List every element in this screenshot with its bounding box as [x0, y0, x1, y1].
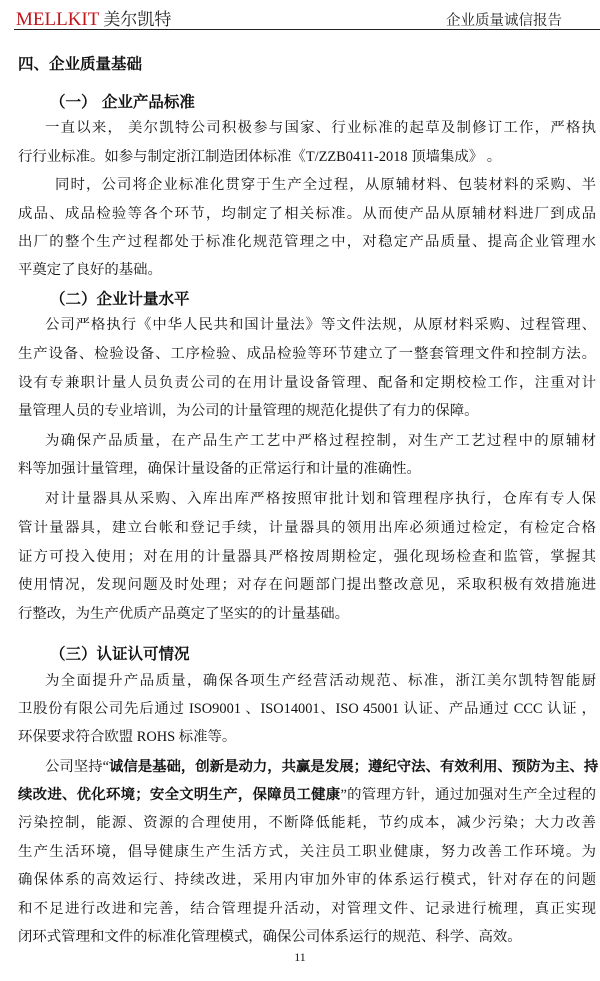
- paragraph-line: [18, 344, 596, 364]
- subsection-title: （二）企业计量水平: [50, 290, 190, 308]
- paragraph-line: [18, 842, 596, 862]
- paragraph-line: [18, 147, 596, 167]
- text: 卫股份有限公司先后通过 ISO9001 、ISO14001、ISO 45001 认证、产品通过 CCC 认证 ，: [18, 701, 596, 717]
- text: 对计量器具从采购、入库出库严格按照审批计划和管理程序执行，仓库有专人保: [45, 491, 596, 507]
- text: 公司坚持“: [45, 759, 109, 775]
- text: 为确保产品质量，在产品生产工艺中严格过程控制，对生产工艺过程中的原辅材: [45, 433, 596, 449]
- brand-name-cn: 美尔凯特: [103, 10, 172, 29]
- paragraph-line: [18, 699, 596, 719]
- paragraph-line: [55, 175, 596, 195]
- bold-text: 续改进、优化环境；安全文明生产，保障员工健康: [18, 787, 341, 803]
- text: 环保要求符合欧盟 ROHS 标准等。: [18, 729, 237, 745]
- bold-text: 诚信是基础，创新是动力，共赢是发展；遵纪守法、有效利用、预防为主、持: [108, 759, 599, 775]
- text: 和不足进行改进和完善，结合管理提升活动，对管理文件、记录进行梳理，真正实现: [18, 901, 596, 917]
- text: 证方可投入使用；对在用的计量器具严格按周期检定，强化现场检查和监管，掌握其: [18, 549, 596, 565]
- paragraph-line: [18, 232, 596, 252]
- text: ”的管理方针，通过加强对生产全过程的: [340, 787, 596, 803]
- document-title: 企业质量诚信报告: [446, 13, 562, 29]
- paragraph-line: [18, 727, 596, 747]
- text: 污染控制，能源、资源的合理使用，不断降低能耗，节约成本，减少污染；大力改善: [18, 815, 596, 831]
- paragraph-line: [18, 204, 596, 224]
- paragraph-line: [45, 118, 596, 138]
- text: 行整改，为生产优质产品奠定了坚实的的计量基础。: [18, 606, 349, 622]
- text: 出厂的整个生产过程都处于标准化规范管理之中，对稳定产品质量、提高企业管理水: [18, 234, 596, 250]
- paragraph-line: [18, 575, 596, 595]
- text: 设有专兼职计量人员负责公司的在用计量设备管理、配备和定期校检工作，注重对计: [18, 375, 596, 391]
- subsection-title: （三）认证认可情况: [50, 645, 190, 663]
- paragraph-line: [18, 459, 596, 479]
- paragraph-line: [18, 518, 596, 538]
- subsection-title: （一） 企业产品标准: [50, 93, 195, 111]
- paragraph-line: [18, 785, 596, 805]
- text: 同时，公司将企业标准化贯穿于生产全过程，从原辅材料、包装材料的采购、半: [55, 177, 596, 193]
- text: 一直以来， 美尔凯特公司积极参与国家、行业标准的起草及制修订工作，严格执: [45, 120, 596, 136]
- section-title: 四、企业质量基础: [18, 55, 143, 73]
- paragraph-line: [18, 547, 596, 567]
- text: 确保体系的高效运行、持续改进，采用内审加外审的体系运行模式，针对存在的问题: [18, 872, 596, 888]
- text: 为全面提升产品质量，确保各项生产经营活动规范、标准，浙江美尔凯特智能厨: [45, 673, 596, 689]
- paragraph-line: [45, 757, 599, 777]
- paragraph-line: [18, 401, 596, 421]
- paragraph-line: [18, 604, 596, 624]
- paragraph-line: [18, 813, 596, 833]
- brand-name: MELLKIT: [16, 9, 100, 30]
- text: 生产设备、检验设备、工序检验、成品检验等环节建立了一整套管理文件和控制方法。: [18, 346, 596, 362]
- text: 闭环式管理和文件的标准化管理模式，确保公司体系运行的规范、科学、高效。: [18, 929, 522, 945]
- paragraph-line: [45, 431, 596, 451]
- text: 使用情况，发现问题及时处理；对存在问题部门提出整改意见，采取积极有效措施进: [18, 577, 596, 593]
- text: 平奠定了良好的基础。: [18, 262, 162, 278]
- paragraph-line: [18, 927, 596, 947]
- paragraph-line: [18, 870, 596, 890]
- paragraph-line: [18, 899, 596, 919]
- text: 生产生活环境，倡导健康生产生活方式，关注员工职业健康，努力改善工作环境。为: [18, 844, 596, 860]
- header-divider: [14, 29, 600, 30]
- paragraph-line: [45, 671, 596, 691]
- text: 行行业标准。如参与制定浙江制造团体标准《T/ZZB0411-2018 顶墙集成》 。: [18, 149, 502, 165]
- text: 料等加强计量管理，确保计量设备的正常运行和计量的准确性。: [18, 461, 421, 477]
- paragraph-line: [18, 260, 596, 280]
- paragraph-line: [45, 315, 596, 335]
- text: 公司严格执行《中华人民共和国计量法》等文件法规，从原材料采购、过程管理、: [45, 317, 596, 333]
- brand-logo: [16, 5, 171, 31]
- text: 成品、成品检验等各个环节，均制定了相关标准。从而使产品从原辅材料进厂到成品: [18, 206, 596, 222]
- text: 管计量器具，建立台帐和登记手续，计量器具的领用出库必须通过检定，有检定合格: [18, 520, 596, 536]
- text: 量管理人员的专业培训，为公司的计量管理的规范化提供了有力的保障。: [18, 403, 479, 419]
- paragraph-line: [45, 489, 596, 509]
- page-number: 11: [294, 950, 306, 964]
- paragraph-line: [18, 373, 596, 393]
